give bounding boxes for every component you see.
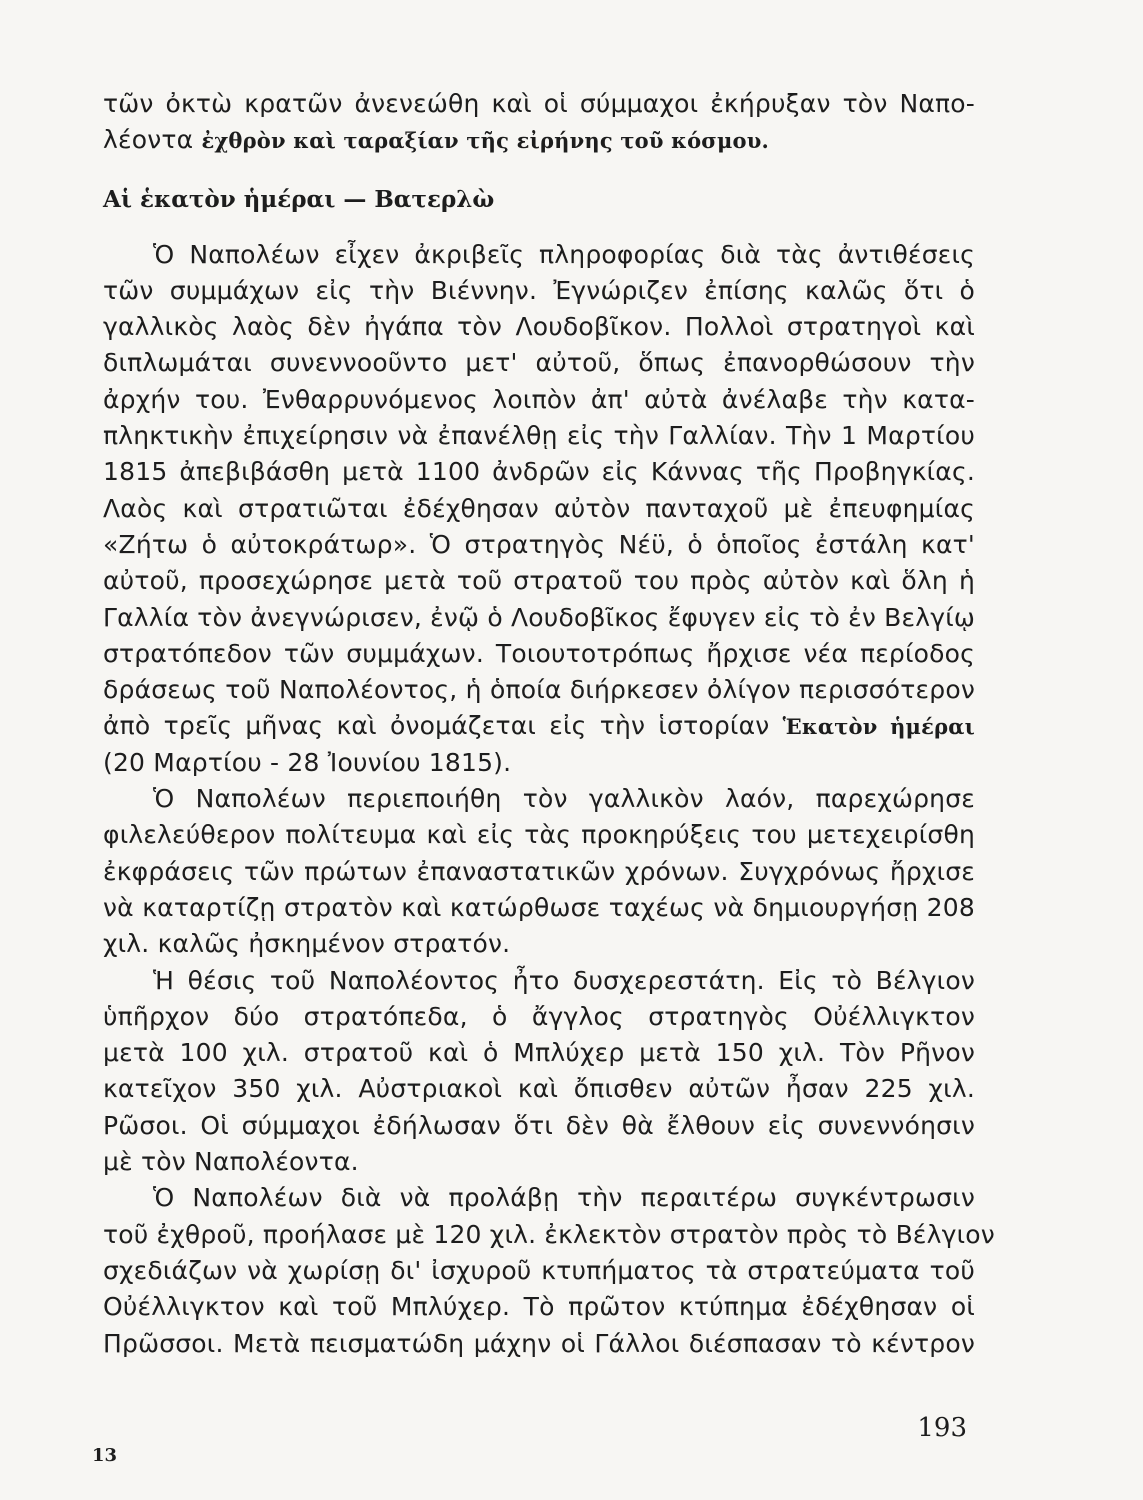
text-line: ἐκφράσεις τῶν πρώτων ἐπαναστατικῶν χρόνων. Συγχρόνως ἤρχισε <box>103 856 975 886</box>
text-line: τῶν ὀκτὼ κρατῶν ἀνενεώθη καὶ οἱ σύμμαχοι ἐκήρυξαν τὸν Ναπο- <box>103 89 975 118</box>
text-line: «Ζήτω ὁ αὐτοκράτωρ». Ὁ στρατηγὸς Νέϋ, ὁ ὁποῖος ἐστάλη κατ' <box>103 529 975 559</box>
text-line: Πρῶσσοι. Μετὰ πεισματώδη μάχην οἱ Γάλλοι διέσπασαν τὸ κέντρον <box>103 1328 975 1358</box>
text-line: σχεδιάζων νὰ χωρίσῃ δι' ἰσχυροῦ κτυπήματος τὰ στρατεύματα τοῦ <box>103 1255 975 1285</box>
text-line: φιλελεύθερον πολίτευμα καὶ εἰς τὰς προκηρύξεις του μετεχειρίσθη <box>103 820 975 850</box>
text-line: πληκτικὴν ἐπιχείρησιν νὰ ἐπανέλθῃ εἰς τὴν Γαλλίαν. Τὴν 1 Μαρτίου <box>103 421 975 451</box>
text-line: Γαλλία τὸν ἀνεγνώρισεν, ἐνῷ ὁ Λουδοβῖκος ἔφυγεν εἰς τὸ ἐν Βελγίῳ <box>103 602 975 632</box>
text-line: μετὰ 100 χιλ. στρατοῦ καὶ ὁ Μπλύχερ μετὰ 150 χιλ. Τὸν Ρῆνον <box>103 1038 975 1068</box>
text-line: διπλωμάται συνεννοοῦντο μετ' αὐτοῦ, ὅπως ἐπανορθώσουν τὴν <box>103 348 975 378</box>
text-line: τῶν συμμάχων εἰς τὴν Βιέννην. Ἐγνώριζεν ἐπίσης καλῶς ὅτι ὁ <box>103 275 975 305</box>
section-heading: Αἱ ἑκατὸν ἡμέραι — Βατερλὼ <box>103 185 495 213</box>
text-line: τοῦ ἐχθροῦ, προήλασε μὲ 120 χιλ. ἐκλεκτὸν στρατὸν πρὸς τὸ Βέλγιον <box>103 1219 995 1249</box>
text-line: Ρῶσοι. Οἱ σύμμαχοι ἐδήλωσαν ὅτι δὲν θὰ ἔλθουν εἰς συνεννόησιν <box>103 1110 975 1140</box>
text-line: αὐτοῦ, προσεχώρησε μετὰ τοῦ στρατοῦ του πρὸς αὐτὸν καὶ ὅλη ἡ <box>103 566 975 596</box>
page-number: 193 <box>917 1413 967 1443</box>
emphasis-text: ἐχθρὸν καὶ ταραξίαν τῆς εἰρήνης τοῦ κόσμου. <box>201 128 770 154</box>
text-span: ἀπὸ τρεῖς μῆνας καὶ ὀνομάζεται εἰς τὴν ἱστορίαν <box>103 711 783 741</box>
text-line: νὰ καταρτίζῃ στρατὸν καὶ κατώρθωσε ταχέως νὰ δημιουργήσῃ 208 <box>103 892 975 922</box>
text-line: Ὁ Ναπολέων διὰ νὰ προλάβῃ τὴν περαιτέρω συγκέντρωσιν <box>153 1183 975 1213</box>
text-line: στρατόπεδον τῶν συμμάχων. Τοιουτοτρόπως ἤρχισε νέα περίοδος <box>103 638 975 668</box>
text-line: Ἡ θέσις τοῦ Ναπολέοντος ἦτο δυσχερεστάτη. Εἰς τὸ Βέλγιον <box>153 965 975 995</box>
text-line: γαλλικὸς λαὸς δὲν ἠγάπα τὸν Λουδοβῖκον. Πολλοὶ στρατηγοὶ καὶ <box>103 312 975 342</box>
text-span: λέοντα <box>103 125 202 155</box>
text-line: ἀρχήν του. Ἐνθαρρυνόμενος λοιπὸν ἀπ' αὐτὰ ἀνέλαβε τὴν κατα- <box>103 384 975 414</box>
text-line <box>103 708 975 744</box>
emphasis-text: Ἑκατὸν ἡμέραι <box>782 714 975 740</box>
body-text <box>103 86 995 1362</box>
text-line: ὑπῆρχον δύο στρατόπεδα, ὁ ἄγγλος στρατηγὸς Οὐέλλιγκτον <box>103 1001 975 1031</box>
text-line: Ὁ Ναπολέων εἶχεν ἀκριβεῖς πληροφορίας διὰ τὰς ἀντιθέσεις <box>153 239 975 269</box>
text-line: (20 Μαρτίου - 28 Ἰουνίου 1815). <box>103 747 512 777</box>
text-line: χιλ. καλῶς ἠσκημένον στρατόν. <box>103 929 511 959</box>
text-line: Οὐέλλιγκτον καὶ τοῦ Μπλύχερ. Τὸ πρῶτον κτύπημα ἐδέχθησαν οἱ <box>103 1292 975 1322</box>
text-line <box>103 122 975 158</box>
text-line: μὲ τὸν Ναπολέοντα. <box>103 1147 359 1177</box>
text-line: Λαὸς καὶ στρατιῶται ἐδέχθησαν αὐτὸν πανταχοῦ μὲ ἐπευφημίας <box>103 493 975 523</box>
text-line: 1815 ἀπεβιβάσθη μετὰ 1100 ἀνδρῶν εἰς Κάννας τῆς Προβηγκίας. <box>103 457 975 487</box>
text-line: κατεῖχον 350 χιλ. Αὐστριακοὶ καὶ ὄπισθεν αὐτῶν ἦσαν 225 χιλ. <box>103 1074 975 1104</box>
text-line: Ὁ Ναπολέων περιεποιήθη τὸν γαλλικὸν λαόν, παρεχώρησε <box>153 784 975 814</box>
text-line: δράσεως τοῦ Ναπολέοντος, ἡ ὁποία διήρκεσεν ὀλίγον περισσότερον <box>103 675 975 705</box>
signature-mark: 13 <box>92 1445 118 1466</box>
